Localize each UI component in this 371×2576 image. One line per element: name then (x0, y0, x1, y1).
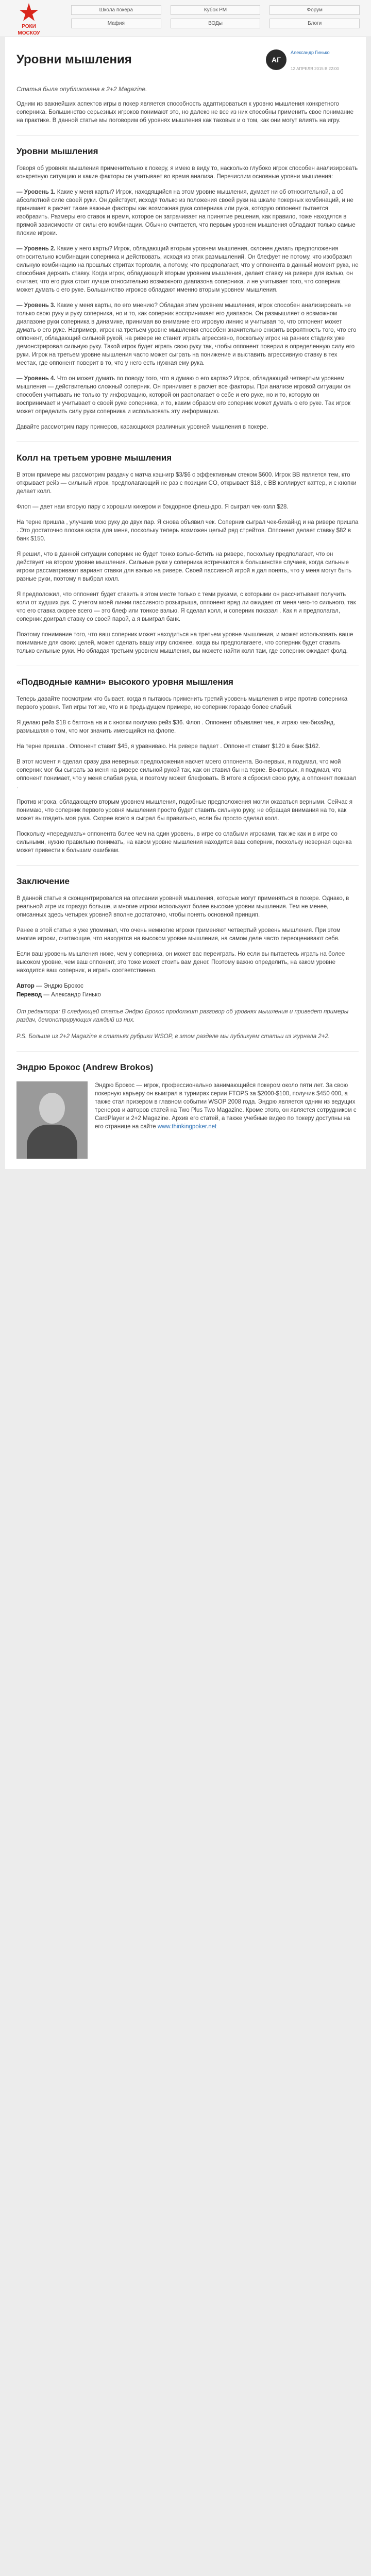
author-photo (16, 1081, 88, 1159)
example-1-p3: На терне пришла , улучшив мою руку до двух пар. Я снова объявил чек. Соперник сыграл чек-бихайнд и на ривере пришла . Это достаточно плохая карта для меня, поскольку теперь возможен целый ряд стрейтов. Оппонент делает ставку $82 в банк $150. (16, 519, 359, 542)
author-photo-torso (27, 1125, 77, 1159)
level-1 (16, 188, 359, 238)
section-heading-bio: Эндрю Брокос (Andrew Brokos) (16, 1062, 154, 1072)
example-2-p3: На терне пришла . Оппонент ставит $45, я уравниваю. На ривере падает . Оппонент ставит $120 в банк $162. (16, 743, 321, 750)
bio-text (95, 1081, 359, 1159)
level-2 (16, 245, 359, 294)
author-name-link[interactable]: Александр Гинько (291, 50, 330, 55)
top-bar (0, 0, 371, 37)
conclusion-p2: Ранее в этой статье я уже упоминал, что очень немногие игроки применяют четвертый уровень мышления. При этом многие игроки, считающие, что находятся на высоком уровне мышления, на самом деле часто переоценивают себя. (16, 927, 341, 942)
nav-vody[interactable]: ВОДы (171, 19, 261, 28)
level-3-label: — Уровень 3. (16, 302, 56, 309)
author-meta (291, 49, 339, 72)
bio-paragraph: Эндрю Брокос — игрок, профессионально занимающийся покером около пяти лет. За свою покерную карьеру он выиграл в турнирах серии FTOPS за $2000-$100, получив $450 000, а также стал призером в главном событии WSOP 2008 года. Эндрю является одним из ведущих тренеров и авторов статей на Two Plus Two Magazine. Кроме этого, он является сотрудником с CardPlayer и 2+2 Magazine. Архив его статей, а также учебные видео по покеру доступны на его странице на сайте (95, 1082, 357, 1130)
level-1-text: Какие у меня карты? Игрок, находящийся на этом уровне мышления, думает ни об относительной, а об абсолютной силе своей руки. Он действует, исходя только из положения своей руки на шкале покерных комбинаций, и не принимает в расчет такие важные факторы как возможная рука соперника или рука, которую оппонент пытается изобразить. Размеры его ставок и время, которое он затрачивает на принятие решения, как правило, тоже находятся в прямой зависимости от силы его комбинации. Обычно считается, что первым уровнем мышления обладают только самые плохие игроки. (16, 189, 356, 236)
nav-poker-school[interactable]: Школа покера (71, 5, 161, 15)
paragraph-intro: Одним из важнейших аспектов игры в покер является способность адаптироваться к уровню мышления конкретного соперника. Большинство серьезных игроков понимают это, но далеко не все из них способны применить свое понимание на практике. В данной статье мы поговорим об уровнях мышления как таковых и о том, как они могут влиять на игру. (16, 101, 353, 124)
bio-link[interactable]: www.thinkingpoker.net (157, 1124, 217, 1130)
level-4 (16, 375, 359, 416)
editor-note: От редактора: В следующей статье Эндрю Брокос продолжит разговор об уровнях мышления и приведет примеры раздач, демонстрирующих каждый из них. (16, 1009, 349, 1023)
avatar[interactable]: АГ (266, 49, 286, 70)
divider (16, 1051, 359, 1052)
paragraph-levels: Говоря об уровнях мышления применительно к покеру, я имею в виду то, насколько глубоко игрок способен анализировать конкретную ситуацию и какие факторы он учитывает во время анализа. Перечислим основные уровни мышления: (16, 165, 358, 180)
level-2-text: Какие у него карты? Игрок, обладающий вторым уровнем мышления, склонен делать предположения относительно комбинации соперника и действовать, исходя из этих размышлений. Он блефует не потому, что изобразил сильную комбинацию на прошлых стритах торговли, а потому, что предполагает, что у оппонента в данный момент рука, не способная держать ставку. Когда игрок, обладающий вторым уровнем мышления, делает ставку на ривере для вэлью, он считает, что его рука стоит лучше относительно возможного диапазона соперника, и не учитывает того, что соперник может думать о его руке. Большинство игроков обладают именно вторым уровнем мышления. (16, 246, 359, 293)
level-4-label: — Уровень 4. (16, 376, 56, 382)
section-heading-levels: Уровни мышления (16, 146, 98, 156)
credit-author-label: Автор (16, 983, 35, 989)
section-heading-third-level-call: Колл на третьем уровне мышления (16, 453, 172, 463)
author-box (266, 49, 359, 72)
nav-blogs[interactable]: Блоги (269, 19, 360, 28)
level-2-label: — Уровень 2. (16, 246, 56, 252)
credit-author-name: Эндрю Брокос (43, 983, 83, 989)
level-4-text: Что он может думать по поводу того, что я думаю о его картах? Игрок, обладающий четвертым уровнем мышления — действительно сложный соперник. Он принимает в расчет все факторы. При анализе игровой ситуации он способен учитывать не только ту информацию, которой он располагает о себе и его руке, но и то, которую он воспринимает и учитывает о своей руке соперника, и то, каким образом его соперник может думать о его руке. Так игрок может определить силу руки соперника и использовать эту информацию. (16, 376, 351, 415)
example-2-p6: Поскольку «передумать» оппонента более чем на один уровень, в игре со слабыми игроками, так же как и в игре со сильными, нужно правильно понимать, на каком уровне мышления находится ваш соперник, поскольку неверная оценка может привести к большим ошибкам. (16, 831, 352, 854)
credit-translator-label: Перевод (16, 992, 42, 998)
article (5, 37, 366, 1169)
section-heading-conclusion: Заключение (16, 876, 70, 886)
site-logo[interactable] (7, 3, 50, 36)
example-1-p2: Флоп — дает нам вторую пару с хорошим кикером и бэкдорное флеш-дро. Я сыграл чек-колл $28. (16, 504, 289, 510)
publish-date: 12 АПРЕЛЯ 2015 В 22:00 (291, 66, 339, 71)
logo-text-line1: РОКИ (22, 24, 36, 29)
section-heading-pitfalls: «Подводные камни» высокого уровня мышления (16, 677, 233, 687)
nav-rm-cup[interactable]: Кубок РМ (171, 5, 261, 15)
example-1-p1: В этом примере мы рассмотрим раздачу с матча кэш-игр $3/$6 с эффективным стеком $600. Игрок BB является тем, кто открывает рейз — сильный игрок, предполагающий не раз с позиции CO, открывает $18, с BB коллирует каттер, и с кнопки делает колл. (16, 472, 357, 495)
page-title: Уровни мышления (16, 53, 132, 66)
level-3-text: Какие у меня карты, по его мнению? Обладая этим уровнем мышления, игрок способен анализировать не только свою руку и руку соперника, но и то, как соперник воспринимает его диапазон. Он размышляет о возможном диапазоне руки соперника в динамике, принимая во внимание его игровую линию и учитывая то, что оппонент может думать о его руке. Например, игрок на третьем уровне мышления способен значительно снизить вероятность того, что его оппонент, обладающий сильной рукой, на ривере не станет играть агрессивно, поскольку игрок на ранних стадиях уже демонстрировал сильную руку. Такой игрок будет играть свою руку так, чтобы оппонент поверил в определенную силу его руки. Игрок на третьем уровне мышления часто может сыграть на понижение и выставить агрессивную ставку в тех местах, где оппонент поверит в то, что у него есть нужная ему рука. (16, 302, 357, 366)
author-photo-head (39, 1093, 65, 1124)
logo-star-icon (19, 3, 39, 23)
conclusion-p3: Если ваш уровень мышления ниже, чем у соперника, он может вас переиграть. Но если вы пытаетесь играть на более высоком уровне, чем ваш оппонент, это тоже может стоить вам денег. Поэтому важно определить, на каком уровне находится ваш соперник, и играть соответственно. (16, 951, 345, 974)
credits (16, 982, 359, 999)
credit-translator-name: Александр Гинько (51, 992, 101, 998)
credit-translator: Перевод — Александр Гинько (16, 992, 101, 998)
article-header (16, 48, 359, 72)
level-1-label: — Уровень 1. (16, 189, 56, 195)
example-2-p2: Я делаю рейз $18 с баттона на и с кнопки получаю рейз $36. Флоп . Оппонент объявляет чек, я играю чек-бихайнд, размышляя о том, что мог значить имеющийся на флопе. (16, 720, 335, 734)
nav-mafia[interactable]: Мафия (71, 19, 161, 28)
paragraph-examples-intro: Давайте рассмотрим пару примеров, касающихся различных уровней мышления в покере. (16, 424, 268, 430)
example-1-p5: Я предположил, что оппонент будет ставить в этом месте только с теми руками, с которыми он рассчитывает получить колл от худших рук. С учетом моей линии пассивного розыгрыша, оппонент вряд ли ожидает от меня чего-то сильного, так что его ставка скорее всего — это блеф или тонкое вэлью. Я сделал колл, и соперник показал . Как я и предполагал, соперник доиграл ставку со своей парой, а я выиграл банк. (16, 591, 356, 622)
page-content (5, 37, 366, 1169)
divider (16, 865, 359, 866)
credit-author: Автор — Эндрю Брокос (16, 983, 83, 989)
example-1-p4: Я решил, что в данной ситуации соперник не будет тонко вэлью-бетить на ривере, поскольку предполагает, что он действует на втором уровне мышления. Сильные руки у соперника встречаются в большинстве случаев, когда сильные игроки рассматривают вариант ставки для вэлью на ривере. Своей пассивной игрой я дал понять, что у меня могут быть разные руки, поэтому я выбрал колл. (16, 551, 352, 582)
author-bio (16, 1081, 359, 1159)
example-2-p5: Против игрока, обладающего вторым уровнем мышления, подобные предположения могли оказаться верными. Сейчас я понимаю, что соперник первого уровня мышления просто будет ставить сильную руку, не обращая внимания на то, как может выглядеть моя рука. Скорее всего я сыграл бы правильно, если бы просто сделал колл. (16, 799, 352, 822)
conclusion-p1: В данной статье я сконцентрировался на описании уровней мышления, которые могут применяться в покере. Однако, в реальной игре их гораздо больше, и многие игроки используют более высокие уровни мышления. Тем не менее, описанных здесь четырех уровней вполне достаточно, чтобы понять основной принцип. (16, 895, 349, 918)
main-nav (71, 5, 360, 28)
intro-note: Статья была опубликована в 2+2 Magazine. (16, 86, 147, 93)
nav-forum[interactable]: Форум (269, 5, 360, 15)
example-2-p4: В этот момент я сделал сразу два неверных предположения насчет моего оппонента. Во-первых, я подумал, что мой соперник мог бы сыграть за меня на ривере сильной рукой так, как он ставил бы на терне. Во-вторых, я подумал, что оппонент понимает, что у меня слабая рука, и поэтому может блефовать. В итоге я сбросил свою руку, а оппонент показал . (16, 759, 357, 790)
level-3 (16, 301, 359, 367)
ps-note: P.S. Больше из 2+2 Magazine в статьях рубрики WSOP, в этом разделе мы публикуем статьи из журнала 2+2. (16, 1033, 330, 1040)
example-1-p6: Поэтому понимание того, что ваш соперник может находиться на третьем уровне мышления, и может использовать ваше понимание для своих целей, может сделать вашу игру сложнее, когда вы предполагаете, что соперник будет ставить только сильные руки. Но обладая третьим уровнем мышления, вы можете найти колл там, где соперник ожидает фолд. (16, 632, 353, 654)
logo-text-line2: МОСКОУ (18, 30, 40, 36)
example-2-p1: Теперь давайте посмотрим что бывает, когда я пытаюсь применить третий уровень мышления в игре против соперника первого уровня. Тип игры тот же, что и в предыдущем примере, но соперник гораздо более слабый. (16, 696, 348, 710)
